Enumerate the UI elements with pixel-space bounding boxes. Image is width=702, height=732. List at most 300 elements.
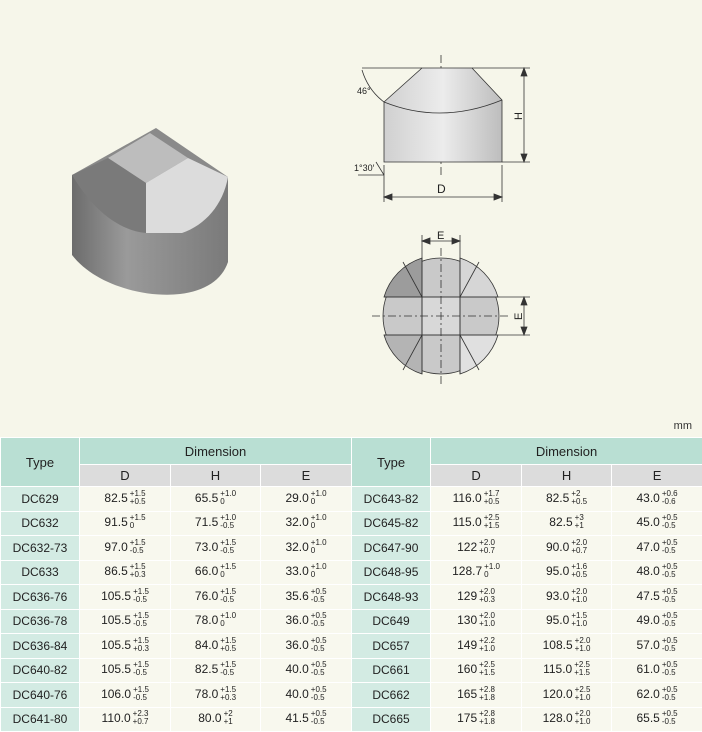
tolerance-lower: 0 bbox=[220, 620, 236, 628]
tolerance-lower: -0.6 bbox=[662, 498, 678, 506]
tolerance-upper: +0.5 bbox=[662, 563, 678, 571]
nominal-value: 120.0 bbox=[543, 687, 573, 701]
tolerance-lower: -0.5 bbox=[311, 596, 327, 604]
tolerance-lower: +0.3 bbox=[220, 694, 236, 702]
tolerance-lower: +0.5 bbox=[130, 498, 146, 506]
cell-h bbox=[522, 487, 612, 512]
tolerance-upper: +2.8 bbox=[479, 710, 495, 718]
top-view-drawing bbox=[372, 235, 530, 384]
cell-d bbox=[80, 536, 171, 561]
nominal-value: 65.5 bbox=[195, 491, 218, 505]
tolerance-lower: -0.5 bbox=[662, 669, 678, 677]
tolerance-upper: +1.5 bbox=[130, 490, 146, 498]
tolerance-lower: +1.0 bbox=[575, 694, 591, 702]
nominal-value: 82.5 bbox=[549, 515, 572, 529]
tolerance-upper: +1.5 bbox=[220, 563, 236, 571]
nominal-value: 93.0 bbox=[546, 589, 569, 603]
tolerance-upper: +0.5 bbox=[662, 637, 678, 645]
tolerance-lower: +0.3 bbox=[133, 645, 149, 653]
tolerance-lower: +1.8 bbox=[479, 718, 495, 726]
tolerance bbox=[220, 588, 236, 604]
cell-e bbox=[612, 658, 702, 683]
table-row bbox=[1, 536, 702, 561]
type-cell: DC632 bbox=[1, 511, 80, 536]
tolerance-upper: +2.0 bbox=[479, 588, 495, 596]
type-cell: DC647-90 bbox=[352, 536, 431, 561]
tolerance bbox=[479, 637, 495, 653]
nominal-value: 35.6 bbox=[285, 589, 308, 603]
cell-h bbox=[522, 511, 612, 536]
cell-h bbox=[522, 683, 612, 708]
nominal-value: 47.5 bbox=[636, 589, 659, 603]
tolerance bbox=[571, 539, 587, 555]
cell-d bbox=[80, 707, 171, 732]
tolerance-upper: +2 bbox=[571, 490, 587, 498]
table-row bbox=[1, 707, 702, 732]
nominal-value: 62.0 bbox=[636, 687, 659, 701]
cell-h bbox=[171, 609, 261, 634]
col-d-right: D bbox=[431, 465, 522, 487]
type-cell: DC636-76 bbox=[1, 585, 80, 610]
dimension-header-left: Dimension bbox=[80, 438, 352, 465]
tolerance-upper: +1.5 bbox=[133, 686, 149, 694]
tolerance-lower: -0.5 bbox=[662, 620, 678, 628]
tolerance-upper: +2.2 bbox=[479, 637, 495, 645]
tolerance-upper: +1.5 bbox=[571, 612, 587, 620]
tolerance-lower: +1.5 bbox=[574, 669, 590, 677]
tolerance bbox=[571, 612, 587, 628]
tolerance bbox=[575, 710, 591, 726]
nominal-value: 90.0 bbox=[546, 540, 569, 554]
tolerance-lower: +1.5 bbox=[479, 669, 495, 677]
tolerance-upper: +0.5 bbox=[662, 514, 678, 522]
tolerance-upper: +1.0 bbox=[220, 490, 236, 498]
nominal-value: 108.5 bbox=[543, 638, 573, 652]
tolerance-lower: -0.5 bbox=[662, 571, 678, 579]
cell-h bbox=[171, 560, 261, 585]
tolerance-upper: +0.5 bbox=[662, 686, 678, 694]
cell-d bbox=[431, 487, 522, 512]
tolerance-lower: +1 bbox=[224, 718, 233, 726]
tolerance bbox=[224, 710, 233, 726]
type-cell: DC649 bbox=[352, 609, 431, 634]
col-e-right: E bbox=[612, 465, 702, 487]
type-cell: DC641-80 bbox=[1, 707, 80, 732]
cell-d bbox=[431, 560, 522, 585]
table-row bbox=[1, 560, 702, 585]
table-row bbox=[1, 585, 702, 610]
tolerance-lower: +1.0 bbox=[479, 645, 495, 653]
table-row bbox=[1, 487, 702, 512]
tolerance-lower: 0 bbox=[220, 498, 236, 506]
type-cell: DC665 bbox=[352, 707, 431, 732]
cell-d bbox=[431, 609, 522, 634]
nominal-value: 175 bbox=[457, 711, 477, 725]
tolerance bbox=[571, 563, 587, 579]
angle-top-label: 46° bbox=[357, 86, 371, 96]
tolerance-lower: -0.5 bbox=[133, 620, 149, 628]
angle-side-label: 1°30′ bbox=[354, 163, 375, 173]
tolerance-lower: 0 bbox=[311, 498, 327, 506]
cell-e bbox=[261, 585, 352, 610]
tolerance-upper: +1.0 bbox=[311, 563, 327, 571]
nominal-value: 29.0 bbox=[285, 491, 308, 505]
tolerance bbox=[479, 686, 495, 702]
tolerance-lower: -0.5 bbox=[311, 694, 327, 702]
cell-e bbox=[261, 487, 352, 512]
cell-d bbox=[431, 585, 522, 610]
tolerance-upper: +2.0 bbox=[575, 710, 591, 718]
tolerance-lower: -0.5 bbox=[662, 645, 678, 653]
tolerance bbox=[130, 539, 146, 555]
col-h-left: H bbox=[171, 465, 261, 487]
tolerance-lower: -0.5 bbox=[311, 669, 327, 677]
cell-d bbox=[80, 683, 171, 708]
cell-d bbox=[80, 511, 171, 536]
cell-d bbox=[431, 683, 522, 708]
nominal-value: 57.0 bbox=[636, 638, 659, 652]
cell-d bbox=[431, 707, 522, 732]
nominal-value: 82.5 bbox=[195, 662, 218, 676]
tolerance-lower: +1 bbox=[575, 522, 584, 530]
type-cell: DC648-93 bbox=[352, 585, 431, 610]
type-cell: DC662 bbox=[352, 683, 431, 708]
nominal-value: 48.0 bbox=[636, 564, 659, 578]
tolerance-lower: -0.5 bbox=[311, 620, 327, 628]
tolerance bbox=[133, 661, 149, 677]
cell-e bbox=[612, 707, 702, 732]
tolerance bbox=[220, 539, 236, 555]
nominal-value: 36.0 bbox=[285, 638, 308, 652]
nominal-value: 32.0 bbox=[285, 515, 308, 529]
tolerance bbox=[311, 539, 327, 555]
tolerance bbox=[133, 686, 149, 702]
cell-e bbox=[261, 560, 352, 585]
dim-h-label: H bbox=[513, 112, 525, 120]
tolerance-upper: +2.5 bbox=[574, 661, 590, 669]
tolerance-upper: +0.5 bbox=[662, 539, 678, 547]
tolerance-lower: 0 bbox=[220, 571, 236, 579]
tolerance bbox=[220, 490, 236, 506]
type-cell: DC632-73 bbox=[1, 536, 80, 561]
tolerance bbox=[133, 588, 149, 604]
nominal-value: 45.0 bbox=[636, 515, 659, 529]
cell-d bbox=[80, 634, 171, 659]
tolerance-upper: +1.5 bbox=[133, 588, 149, 596]
nominal-value: 97.0 bbox=[104, 540, 127, 554]
tolerance bbox=[662, 612, 678, 628]
tolerance bbox=[575, 686, 591, 702]
col-e-left: E bbox=[261, 465, 352, 487]
tolerance-lower: +0.5 bbox=[571, 498, 587, 506]
tolerance-upper: +1.0 bbox=[484, 563, 500, 571]
tolerance-upper: +0.5 bbox=[662, 710, 678, 718]
type-cell: DC645-82 bbox=[352, 511, 431, 536]
tolerance bbox=[311, 686, 327, 702]
cell-e bbox=[261, 536, 352, 561]
tolerance-upper: +2 bbox=[224, 710, 233, 718]
cell-e bbox=[612, 683, 702, 708]
cell-e bbox=[612, 487, 702, 512]
tolerance bbox=[574, 661, 590, 677]
tolerance-upper: +1.0 bbox=[220, 612, 236, 620]
type-cell: DC636-84 bbox=[1, 634, 80, 659]
table-row bbox=[1, 634, 702, 659]
tolerance bbox=[311, 490, 327, 506]
nominal-value: 105.5 bbox=[101, 613, 131, 627]
tolerance bbox=[311, 661, 327, 677]
cell-d bbox=[80, 609, 171, 634]
tolerance-lower: +1.0 bbox=[571, 620, 587, 628]
tolerance-lower: +1.0 bbox=[575, 645, 591, 653]
tolerance bbox=[662, 563, 678, 579]
tolerance-upper: +1.5 bbox=[220, 539, 236, 547]
cell-e bbox=[612, 634, 702, 659]
nominal-value: 73.0 bbox=[195, 540, 218, 554]
tolerance-upper: +2.3 bbox=[133, 710, 149, 718]
tolerance bbox=[311, 514, 327, 530]
tolerance-upper: +2.0 bbox=[479, 612, 495, 620]
tolerance bbox=[311, 588, 327, 604]
tolerance bbox=[311, 710, 327, 726]
tolerance bbox=[479, 661, 495, 677]
tolerance-upper: +0.5 bbox=[311, 637, 327, 645]
tolerance-lower: +0.5 bbox=[571, 571, 587, 579]
dimension-table bbox=[0, 437, 702, 732]
tolerance-lower: -0.5 bbox=[220, 596, 236, 604]
table-row bbox=[1, 511, 702, 536]
nominal-value: 78.0 bbox=[195, 613, 218, 627]
table-row bbox=[1, 683, 702, 708]
type-header-right: Type bbox=[352, 438, 431, 487]
tolerance-upper: +2.5 bbox=[575, 686, 591, 694]
tolerance-lower: -0.5 bbox=[133, 669, 149, 677]
nominal-value: 66.0 bbox=[195, 564, 218, 578]
tolerance-upper: +1.5 bbox=[220, 637, 236, 645]
tolerance bbox=[662, 539, 678, 555]
tolerance bbox=[130, 563, 146, 579]
tolerance-upper: +1.5 bbox=[130, 563, 146, 571]
tolerance-lower: +0.3 bbox=[130, 571, 146, 579]
cell-h bbox=[171, 585, 261, 610]
tolerance-upper: +1.5 bbox=[130, 539, 146, 547]
tolerance bbox=[571, 490, 587, 506]
nominal-value: 43.0 bbox=[636, 491, 659, 505]
tolerance-upper: +2.0 bbox=[571, 588, 587, 596]
tolerance-upper: +1.6 bbox=[571, 563, 587, 571]
cell-e bbox=[612, 511, 702, 536]
tolerance bbox=[130, 490, 146, 506]
col-h-right: H bbox=[522, 465, 612, 487]
tolerance bbox=[575, 637, 591, 653]
nominal-value: 105.5 bbox=[101, 638, 131, 652]
nominal-value: 40.0 bbox=[285, 662, 308, 676]
nominal-value: 105.5 bbox=[101, 662, 131, 676]
tolerance bbox=[220, 637, 236, 653]
cell-h bbox=[522, 707, 612, 732]
tolerance bbox=[479, 588, 495, 604]
nominal-value: 116.0 bbox=[453, 491, 482, 505]
nominal-value: 32.0 bbox=[285, 540, 308, 554]
cell-h bbox=[171, 683, 261, 708]
nominal-value: 80.0 bbox=[198, 711, 221, 725]
side-view-drawing bbox=[358, 55, 530, 202]
table-row bbox=[1, 658, 702, 683]
cell-d bbox=[431, 536, 522, 561]
nominal-value: 47.0 bbox=[636, 540, 659, 554]
tolerance-upper: +0.6 bbox=[662, 490, 678, 498]
tolerance bbox=[220, 661, 236, 677]
cell-d bbox=[80, 658, 171, 683]
tolerance-lower: -0.5 bbox=[133, 596, 149, 604]
type-cell: DC643-82 bbox=[352, 487, 431, 512]
tolerance-lower: 0 bbox=[484, 571, 500, 579]
tolerance-lower: +1.0 bbox=[575, 718, 591, 726]
cell-e bbox=[612, 585, 702, 610]
tolerance-upper: +1.7 bbox=[484, 490, 500, 498]
nominal-value: 122 bbox=[457, 540, 477, 554]
tolerance bbox=[484, 563, 500, 579]
type-cell: DC661 bbox=[352, 658, 431, 683]
tolerance-lower: -0.5 bbox=[662, 596, 678, 604]
dim-e-top-label: E bbox=[437, 230, 444, 242]
tolerance-lower: +0.7 bbox=[133, 718, 149, 726]
cell-h bbox=[171, 487, 261, 512]
table-row bbox=[1, 609, 702, 634]
dim-e-side-label: E bbox=[513, 313, 525, 320]
cell-e bbox=[261, 658, 352, 683]
isometric-part-render bbox=[72, 128, 228, 295]
tolerance-upper: +0.5 bbox=[311, 612, 327, 620]
nominal-value: 128.0 bbox=[543, 711, 573, 725]
cell-e bbox=[261, 707, 352, 732]
type-cell: DC629 bbox=[1, 487, 80, 512]
type-cell: DC633 bbox=[1, 560, 80, 585]
nominal-value: 76.0 bbox=[195, 589, 218, 603]
tolerance bbox=[662, 514, 678, 530]
type-cell: DC636-78 bbox=[1, 609, 80, 634]
tolerance bbox=[311, 563, 327, 579]
tolerance-upper: +1.5 bbox=[133, 637, 149, 645]
tolerance bbox=[662, 661, 678, 677]
tolerance bbox=[311, 612, 327, 628]
nominal-value: 160 bbox=[457, 662, 477, 676]
nominal-value: 49.0 bbox=[636, 613, 659, 627]
tolerance-lower: +0.7 bbox=[479, 547, 495, 555]
tolerance bbox=[133, 710, 149, 726]
tolerance-lower: -0.5 bbox=[662, 718, 678, 726]
tolerance-upper: +0.5 bbox=[662, 588, 678, 596]
nominal-value: 33.0 bbox=[285, 564, 308, 578]
tolerance bbox=[133, 637, 149, 653]
tolerance-upper: +0.5 bbox=[311, 588, 327, 596]
nominal-value: 115.0 bbox=[543, 662, 572, 676]
tolerance-upper: +0.5 bbox=[311, 661, 327, 669]
tolerance bbox=[220, 612, 236, 628]
tolerance-lower: -0.5 bbox=[662, 522, 678, 530]
tolerance bbox=[662, 588, 678, 604]
tolerance-upper: +2.5 bbox=[484, 514, 500, 522]
tolerance-lower: -0.5 bbox=[133, 694, 149, 702]
tolerance-upper: +1.5 bbox=[133, 661, 149, 669]
dimension-header-right: Dimension bbox=[431, 438, 702, 465]
tolerance bbox=[662, 710, 678, 726]
cell-e bbox=[261, 511, 352, 536]
nominal-value: 65.5 bbox=[636, 711, 659, 725]
tolerance-upper: +0.5 bbox=[311, 710, 327, 718]
nominal-value: 82.5 bbox=[546, 491, 569, 505]
nominal-value: 91.5 bbox=[104, 515, 127, 529]
tolerance-lower: +0.5 bbox=[484, 498, 500, 506]
nominal-value: 71.5 bbox=[195, 515, 218, 529]
cell-h bbox=[171, 536, 261, 561]
tolerance bbox=[662, 686, 678, 702]
tolerance bbox=[133, 612, 149, 628]
nominal-value: 41.5 bbox=[285, 711, 308, 725]
cell-h bbox=[171, 511, 261, 536]
tolerance-lower: 0 bbox=[311, 522, 327, 530]
tolerance bbox=[220, 514, 236, 530]
type-cell: DC657 bbox=[352, 634, 431, 659]
tolerance-upper: +2.5 bbox=[479, 661, 495, 669]
nominal-value: 86.5 bbox=[104, 564, 127, 578]
cell-h bbox=[171, 707, 261, 732]
tolerance-lower: +1.8 bbox=[479, 694, 495, 702]
nominal-value: 105.5 bbox=[101, 589, 131, 603]
tolerance-lower: +1.5 bbox=[484, 522, 500, 530]
type-cell: DC640-82 bbox=[1, 658, 80, 683]
tolerance-lower: 0 bbox=[311, 547, 327, 555]
cell-e bbox=[261, 634, 352, 659]
tolerance-upper: +2.0 bbox=[575, 637, 591, 645]
nominal-value: 149 bbox=[457, 638, 477, 652]
cell-d bbox=[80, 487, 171, 512]
nominal-value: 78.0 bbox=[195, 687, 218, 701]
tolerance bbox=[220, 563, 236, 579]
cell-e bbox=[612, 560, 702, 585]
tolerance-lower: -0.5 bbox=[311, 718, 327, 726]
cell-e bbox=[261, 683, 352, 708]
tolerance-lower: +0.7 bbox=[571, 547, 587, 555]
cell-h bbox=[522, 609, 612, 634]
cell-e bbox=[612, 536, 702, 561]
tolerance bbox=[220, 686, 236, 702]
nominal-value: 165 bbox=[457, 687, 477, 701]
tolerance-lower: 0 bbox=[311, 571, 327, 579]
tolerance-upper: +1.0 bbox=[311, 490, 327, 498]
tolerance bbox=[130, 514, 146, 530]
cell-d bbox=[431, 511, 522, 536]
nominal-value: 95.0 bbox=[546, 564, 569, 578]
nominal-value: 61.0 bbox=[636, 662, 659, 676]
tolerance-upper: +3 bbox=[575, 514, 584, 522]
tolerance-upper: +1.5 bbox=[133, 612, 149, 620]
tolerance bbox=[662, 490, 678, 506]
type-cell: DC648-95 bbox=[352, 560, 431, 585]
tolerance bbox=[479, 612, 495, 628]
cell-h bbox=[171, 658, 261, 683]
cell-e bbox=[261, 609, 352, 634]
nominal-value: 82.5 bbox=[104, 491, 127, 505]
tolerance-upper: +1.5 bbox=[130, 514, 146, 522]
tolerance-lower: -0.5 bbox=[130, 547, 146, 555]
tolerance-upper: +2.8 bbox=[479, 686, 495, 694]
cell-e bbox=[612, 609, 702, 634]
tolerance bbox=[484, 514, 500, 530]
tolerance-upper: +1.0 bbox=[311, 514, 327, 522]
nominal-value: 130 bbox=[457, 613, 477, 627]
tolerance-lower: +1.0 bbox=[479, 620, 495, 628]
